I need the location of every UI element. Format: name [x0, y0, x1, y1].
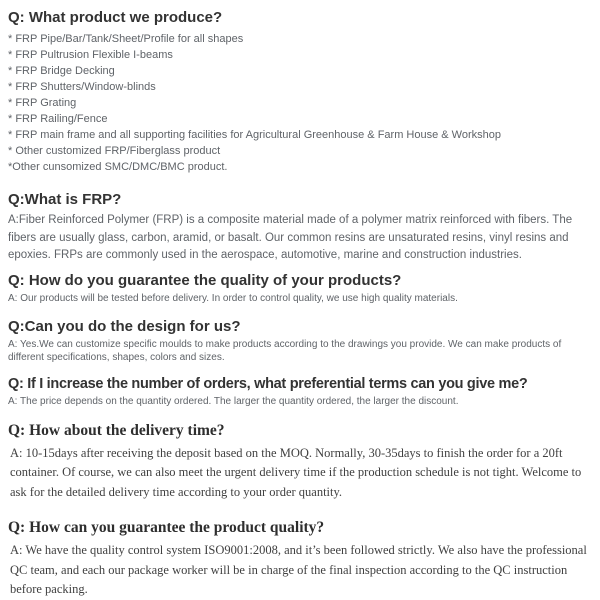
faq-question-delivery-time: Q: How about the delivery time? — [8, 421, 225, 439]
product-list-item: * FRP Grating — [8, 97, 77, 109]
faq-answer-design: A: Yes.We can customize specific moulds to make products according to the drawings you provide. We can make products of different specifications, shapes, colors and sizes. — [8, 338, 562, 363]
faq-section-what-is-frp — [8, 191, 590, 265]
faq-answer-order-discount: A: The price depends on the quantity ordered. The larger the quantity ordered, the larger the discount. — [8, 395, 459, 407]
faq-section-design — [8, 318, 590, 364]
faq-answer-product-quality: A: We have the quality control system ISO9001:2008, and it’s been followed strictly. We also have the professional QC team, and each our package worker will be in charge of the final inspection according to the QC instruction before packing. — [10, 543, 587, 596]
product-list-item: * FRP Pultrusion Flexible I-beams — [8, 49, 173, 61]
faq-question-product-quality: Q: How can you guarantee the product quality? — [8, 519, 325, 536]
faq-section-order-discount — [8, 375, 590, 408]
faq-answer-what-is-frp: A:Fiber Reinforced Polymer (FRP) is a composite material made of a polymer matrix reinforced with fibers. The fibers are usually glass, carbon, aramid, or basalt. Our common resins are unsaturated resins, vinyl resins and epoxies. FRPs are commonly used in the aerospace, automotive, marine and construction industries. — [8, 214, 573, 261]
faq-section-quality-guarantee — [8, 272, 590, 305]
product-list-item: * FRP Shutters/Window-blinds — [8, 81, 156, 93]
faq-question-what-is-frp: Q:What is FRP? — [8, 191, 122, 208]
faq-question-order-discount: Q: If I increase the number of orders, what preferential terms can you give me? — [8, 375, 528, 392]
faq-question-products: Q: What product we produce? — [8, 9, 223, 26]
product-list-item: *Other cunsomized SMC/DMC/BMC product. — [8, 161, 228, 173]
faq-question-design: Q:Can you do the design for us? — [8, 317, 241, 335]
product-list-item: * FRP Railing/Fence — [8, 113, 108, 125]
product-list-item: * Other customized FRP/Fiberglass product — [8, 145, 221, 157]
faq-answer-quality-guarantee: A: Our products will be tested before delivery. In order to control quality, we use high quality materials. — [8, 292, 458, 304]
faq-section-products — [8, 9, 590, 175]
product-list-item: * FRP Bridge Decking — [8, 65, 115, 77]
faq-answer-delivery-time: A: 10-15days after receiving the deposit based on the MOQ. Normally, 30-35days to finish the order for a 20ft container. Of course, we can also meet the urgent delivery time if the production schedule is not tight. Welcome to ask for the detailed delivery time according to your order quantity. — [10, 445, 582, 499]
faq-section-delivery-time — [8, 422, 590, 503]
faq-section-product-quality — [8, 519, 590, 600]
product-list-item: * FRP main frame and all supporting facilities for Agricultural Greenhouse & Farm House & Workshop — [8, 129, 501, 141]
faq-question-quality-guarantee: Q: How do you guarantee the quality of your products? — [8, 271, 402, 289]
product-list-item: * FRP Pipe/Bar/Tank/Sheet/Profile for all shapes — [8, 33, 244, 45]
